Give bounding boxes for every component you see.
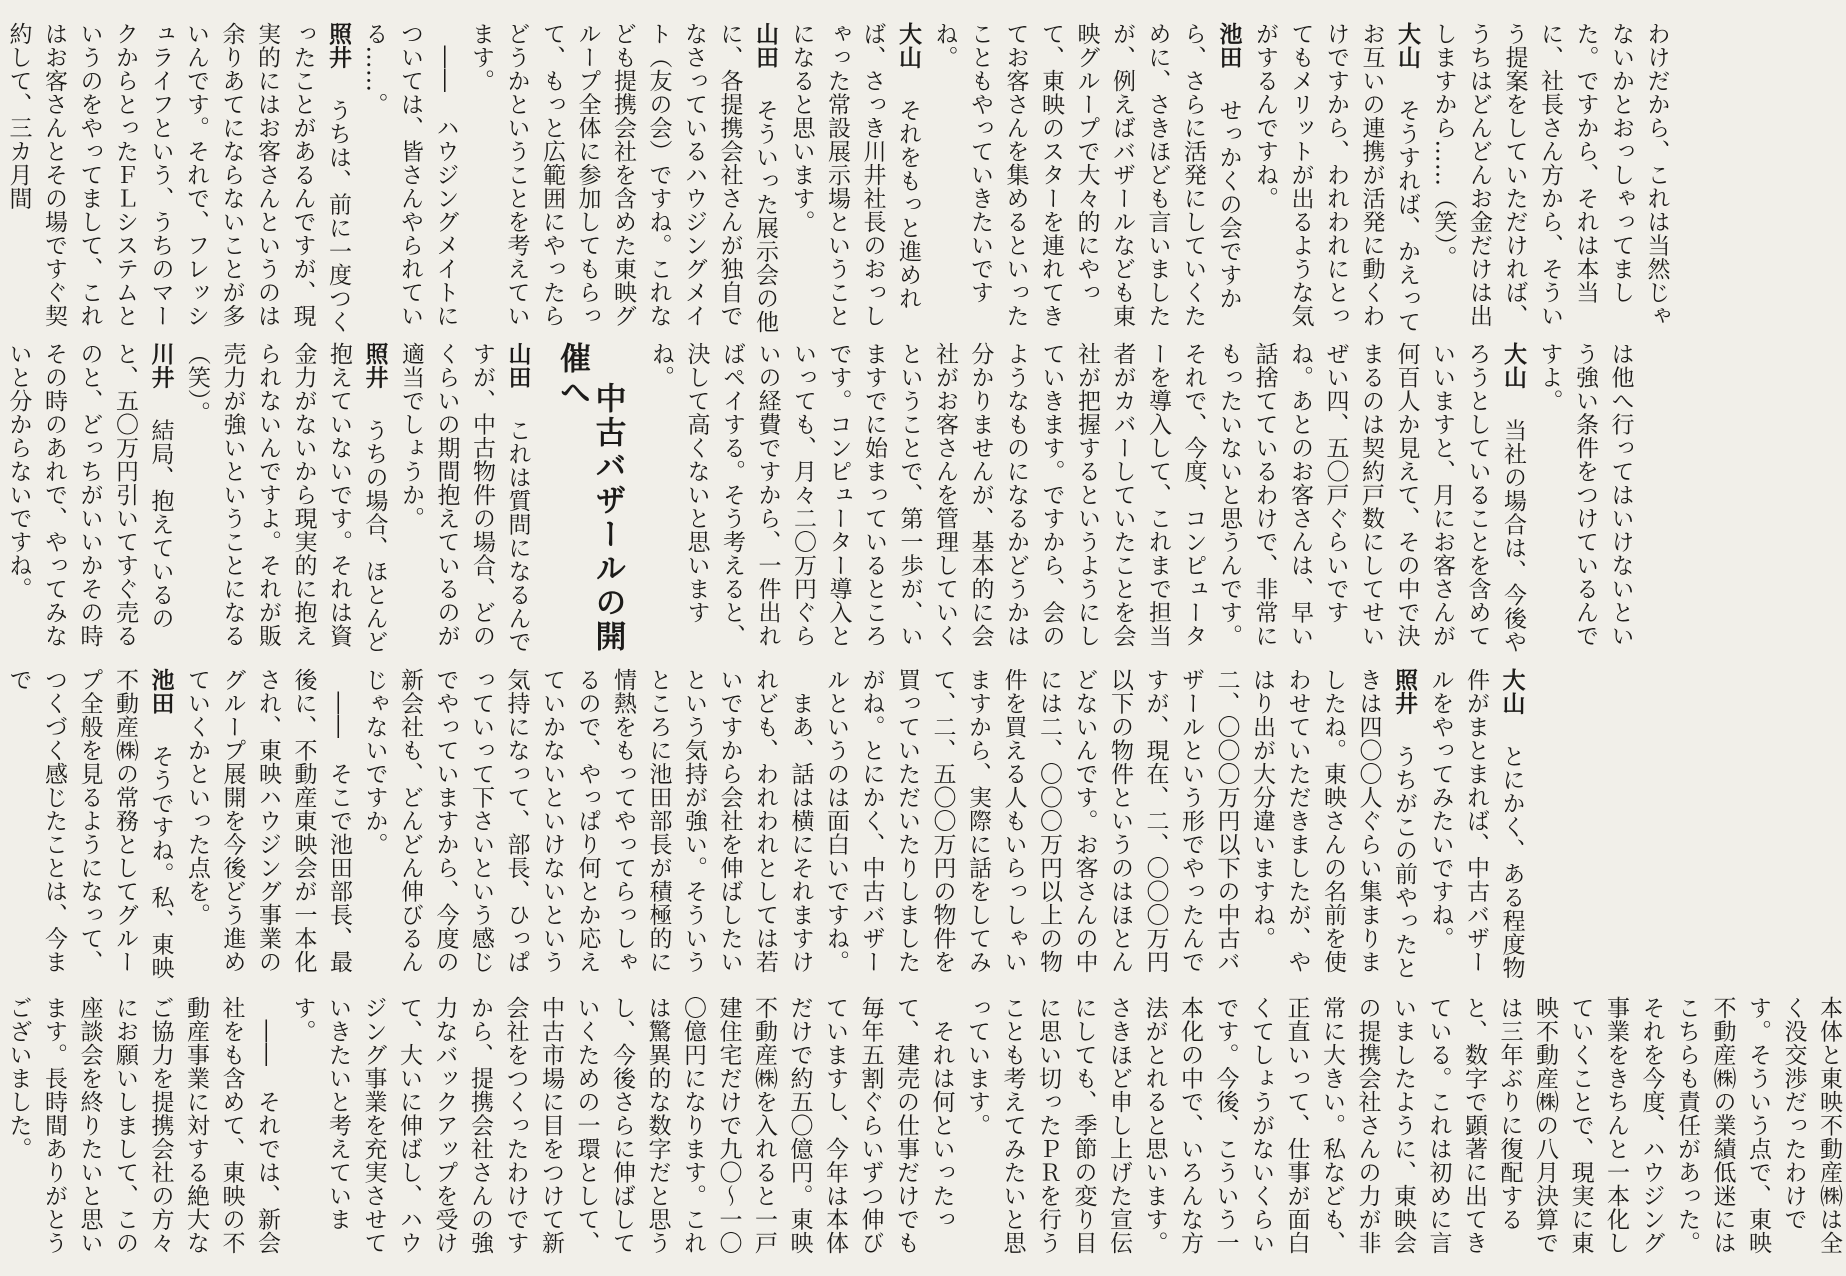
article-tier-3 <box>0 668 1526 988</box>
text-flow-3 <box>0 668 1530 988</box>
speaker-name: 照井 <box>325 22 352 69</box>
paragraph: 大山 そうすれば、かえってお互いの連携が活発に動くわけですから、われわれにとってもメリットが出るような気がするんですね。 <box>1252 22 1421 334</box>
speaker-name: 山田 <box>752 22 779 69</box>
paragraph: ―― ハウジングメイトについては、皆さんやられている……。 <box>361 22 459 328</box>
speaker-name: 照井 <box>361 342 389 389</box>
paragraph: 池田 せっかくの会ですから、さらに活発にしていくために、さきほども言いましたが、例えばバザールなども東映グループで大々的にやって、東映のスターを連れてきてお客さんを集めるといったこともやっていきたいですね。 <box>931 22 1243 328</box>
text-flow-2 <box>0 342 1638 660</box>
speaker-name: 大山 <box>1394 22 1421 69</box>
speaker-name: 照井 <box>1391 668 1418 715</box>
speaker-name: 大山 <box>895 22 922 69</box>
article-tier-2 <box>0 342 1634 660</box>
speaker-name: 山田 <box>504 342 532 389</box>
section-heading: 中古バザールの開催へ <box>554 342 626 654</box>
speaker-name: 大山 <box>1498 668 1526 715</box>
article-tier-4 <box>0 996 1842 1272</box>
paragraph: 山田 これは質問になるんですが、中古物件の場合、どのくらいの期間抱えているのが適当でしょうか。 <box>398 342 532 654</box>
text-flow-1 <box>0 22 1674 334</box>
paragraph: ―― それでは、新会社をも含めて、東映の不動産事業に対する絶大なご協力を提携会社の方々にお願いしまして、この座談会を終りたいと思います。長時間ありがとうございました。 <box>5 996 280 1255</box>
paragraph: 池田 そうですね。私、東映不動産㈱の常務としてグループ全般を見るようになって、つくづく感じたことは、今まで <box>5 668 175 980</box>
section-heading-block <box>554 342 625 660</box>
text-flow-4 <box>0 996 1846 1272</box>
paragraph: それは何といったって、建売の仕事だけでも毎年五割ぐらいずつ伸びていますし、今年は本体だけで約五〇億円。東映不動産㈱を入れると一戸建住宅だけで九〇〜一〇〇億円になります。これは驚異的な数字だと思うし、今後さらに伸ばしていくための一環として、中古市場に目をつけて新会社をつくったわけですから、提携会社さんの強力なバックアップを受けて、大いに伸ばし、ハウジング事業を充実させていきたいと考えています。 <box>289 996 955 1255</box>
paragraph: ―― そこで池田部長、最後に、不動産東映会が一本化され、東映ハウジング事業のグループ展開を今後どう進めていくかといった点を。 <box>184 668 352 974</box>
article-tier-1 <box>0 22 1670 334</box>
paragraph: わけだから、これは当然じゃないかとおっしゃってました。ですから、それは本当に、社長さん方から、そういう提案をしていただければ、うちはどんどんお金だけは出しますから……（笑）。 <box>1430 22 1670 328</box>
paragraph: 山田 そういった展示会の他に、各提携会社さんが独自でなさっているハウジングメイト（友の会）ですね。これなども提携会社を含めた東映グループ全体に参加してもらって、もっと広範囲にやったらどうかということを考えています。 <box>468 22 779 334</box>
speaker-name: 川井 <box>147 342 175 389</box>
paragraph: 大山 当社の場合は、今後やろうとしていることを含めていいますと、月にお客さんが何百人か見えて、その中で決まるのは契約戸数にしてせいぜい四、五〇戸ぐらいですね。あとのお客さんは、早い話捨てているわけで、非常にもったいないと思うんです。それで、今度、コンピューターを導入して、これまで担当者がカバーしていたことを会社が把握するというようにしていきます。ですから、会のようなものになるかどうかは分かりませんが、基本的に会社がお客さんを管理していくということで、第一歩が、いますでに始まっているところです。コンピューター導入といっても、月々二〇万円ぐらいの経費ですから、一件出ればペイする。そう考えると、決して高くないと思いますね。 <box>648 342 1527 654</box>
paragraph: 照井 うちの場合、ほとんど抱えていないです。それは資金力がないから現実的に抱えられないんですよ。それが販売力が強いということになる（笑）。 <box>184 342 389 654</box>
speaker-name: 池田 <box>1215 22 1243 69</box>
speaker-name: 大山 <box>1500 342 1527 389</box>
paragraph: 照井 うちは、前に一度つくったことがあるんですが、現実的にはお客さんというのは余りあてにならないことが多いんです。それで、フレッシュライフという、うちのマークからとったＦＬシステムというのをやってまして、これはお客さんとその場ですぐ契約して、三カ月間 <box>5 22 352 334</box>
paragraph: 川井 結局、抱えているのと、五〇万円引いてすぐ売るのと、どっちがいいかその時その時のあれで、やってみないと分からないですね。 <box>5 342 175 648</box>
speaker-name: 池田 <box>147 668 175 715</box>
paragraph: 照井 うちがこの前やったときは四〇〇人ぐらい集まりましたね。東映さんの名前を使わせていただきましたが、やはり出が大分違いますね。二、〇〇〇万円以下の中古バザールという形でやったんですが、現在、二、〇〇〇万円以下の物件というのはほとんどないんです。お客さんの中には二、〇〇〇万円以上の物件を買える人もいらっしゃいますから、実際に話をしてみて、二、五〇〇万円の物件を買っていただいたりしましたがね。とにかく、中古バザールというのは面白いですね。 <box>823 668 1418 980</box>
paragraph: は他へ行ってはいけないという強い条件をつけているんですよ。 <box>1536 342 1634 648</box>
paragraph: 大山 とにかく、ある程度物件がまとまれば、中古バザールをやってみたいですね。 <box>1427 668 1526 980</box>
paragraph: まあ、話は横にそれますけれども、われわれとしては若いですから会社を伸ばしたいという気持が強い。そういうところに池田部長が積極的に情熱をもってやってらっしゃるので、やっぱり何とか応えていかないといけないという気持になって、部長、ひっぱっていって下さいという感じでやっていますから、今度の新会社も、どんどん伸びるんじゃないですか。 <box>361 668 814 974</box>
paragraph: 本体と東映不動産㈱は全く没交渉だったわけです。そういう点で、東映不動産㈱の業績低迷にはこちらも責任があった。それを今度、ハウジング事業をきちんと一本化していくことで、現実に東映不動産㈱の八月決算では三年ぶりに復配すると、数字で顕著に出てきている。これは初めに言いましたように、東映会の提携会社さんの力が非常に大きい。私なども、正直いって、仕事が面白くてしょうがないくらいです。今後、こういう一本化の中で、いろんな方法がとれると思います。さきほど申し上げた宣伝にしても、季節の変り目に思い切ったＰＲを行うことも考えてみたいと思っています。 <box>964 996 1842 1255</box>
paragraph: 大山 それをもっと進めれば、さっき川井社長のおっしゃった常設展示場ということになると思います。 <box>788 22 922 328</box>
